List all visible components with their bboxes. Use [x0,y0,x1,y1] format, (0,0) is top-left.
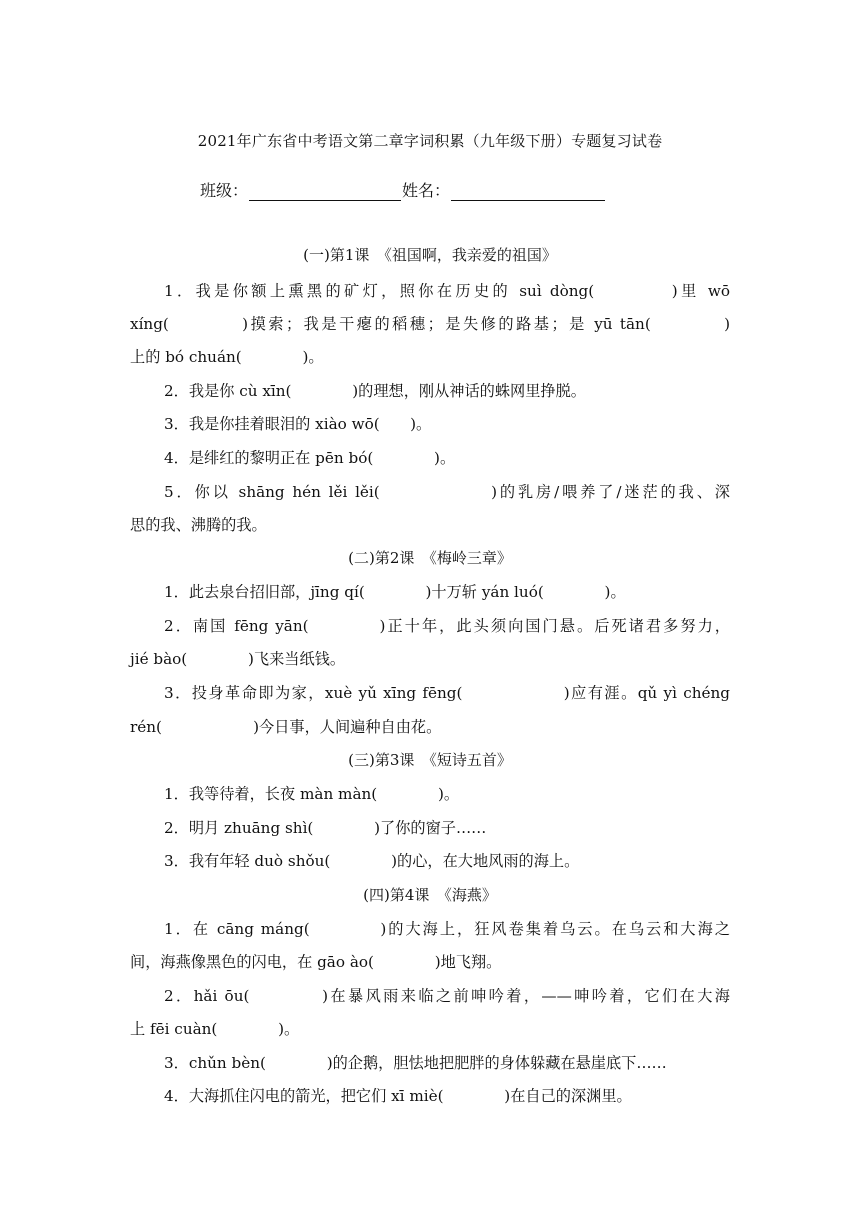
class-blank[interactable] [249,184,401,201]
question-line: 2．我是你 cù xīn( )的理想，刚从神话的蛛网里挣脱。 [164,382,586,400]
question-line: 3．我是你挂着眼泪的 xiào wō( )。 [164,415,432,433]
class-label: 班级： [200,181,249,200]
class-name-line [200,178,606,201]
question-line: 2．明月 zhuāng shì( )了你的窗子…… [164,819,487,837]
question-line: 1．我是你额上熏黑的矿灯，照你在历史的 suì dòng( )里 wō [164,282,730,300]
question-line: 思的我、沸腾的我。 [130,516,267,534]
question-line: 2．hǎi ōu( )在暴风雨来临之前呻吟着，——呻吟着，它们在大海 [164,987,730,1005]
question-line: 5．你以 shāng hén lěi lěi( )的乳房/喂养了/迷茫的我、深 [164,483,730,501]
question-line: 间，海燕像黑色的闪电，在 gāo ào( )地飞翔。 [130,953,502,971]
question-line: jié bào( )飞来当纸钱。 [130,650,346,668]
section-heading: (四)第4课 《海燕》 [363,886,497,904]
question-line: 上 fēi cuàn( )。 [130,1020,300,1038]
section-heading: (一)第1课 《祖国啊，我亲爱的祖国》 [303,246,557,264]
question-line: 1．我等待着，长夜 màn màn( )。 [164,785,460,803]
name-blank[interactable] [451,184,605,201]
question-line: 1．在 cāng máng( )的大海上，狂风卷集着乌云。在乌云和大海之 [164,920,730,938]
question-line: 4．是绯红的黎明正在 pēn bó( )。 [164,449,456,467]
question-line: 3．chǔn bèn( )的企鹅，胆怯地把肥胖的身体躲藏在悬崖底下…… [164,1054,667,1072]
page-title: 2021年广东省中考语文第二章字词积累（九年级下册）专题复习试卷 [197,132,663,150]
question-line: 上的 bó chuán( )。 [130,348,324,366]
question-line: 4．大海抓住闪电的箭光，把它们 xī miè( )在自己的深渊里。 [164,1087,632,1105]
question-line: 1．此去泉台招旧部，jīng qí( )十万斩 yán luó( )。 [164,583,626,601]
section-heading: (三)第3课 《短诗五首》 [348,751,512,769]
question-line: 3．我有年轻 duò shǒu( )的心，在大地风雨的海上。 [164,852,580,870]
name-label: 姓名： [402,181,451,200]
question-line: rén( )今日事，人间遍种自由花。 [130,718,442,736]
section-heading: (二)第2课 《梅岭三章》 [348,549,512,567]
question-line: xíng( )摸索；我是干瘪的稻穗；是失修的路基；是 yū tān( ) [130,315,730,333]
question-line: 3．投身革命即为家，xuè yǔ xīng fēng( )应有涯。qǔ yì chéng [164,684,730,702]
question-line: 2．南国 fēng yān( )正十年，此头须向国门悬。后死诸君多努力， [164,617,730,635]
